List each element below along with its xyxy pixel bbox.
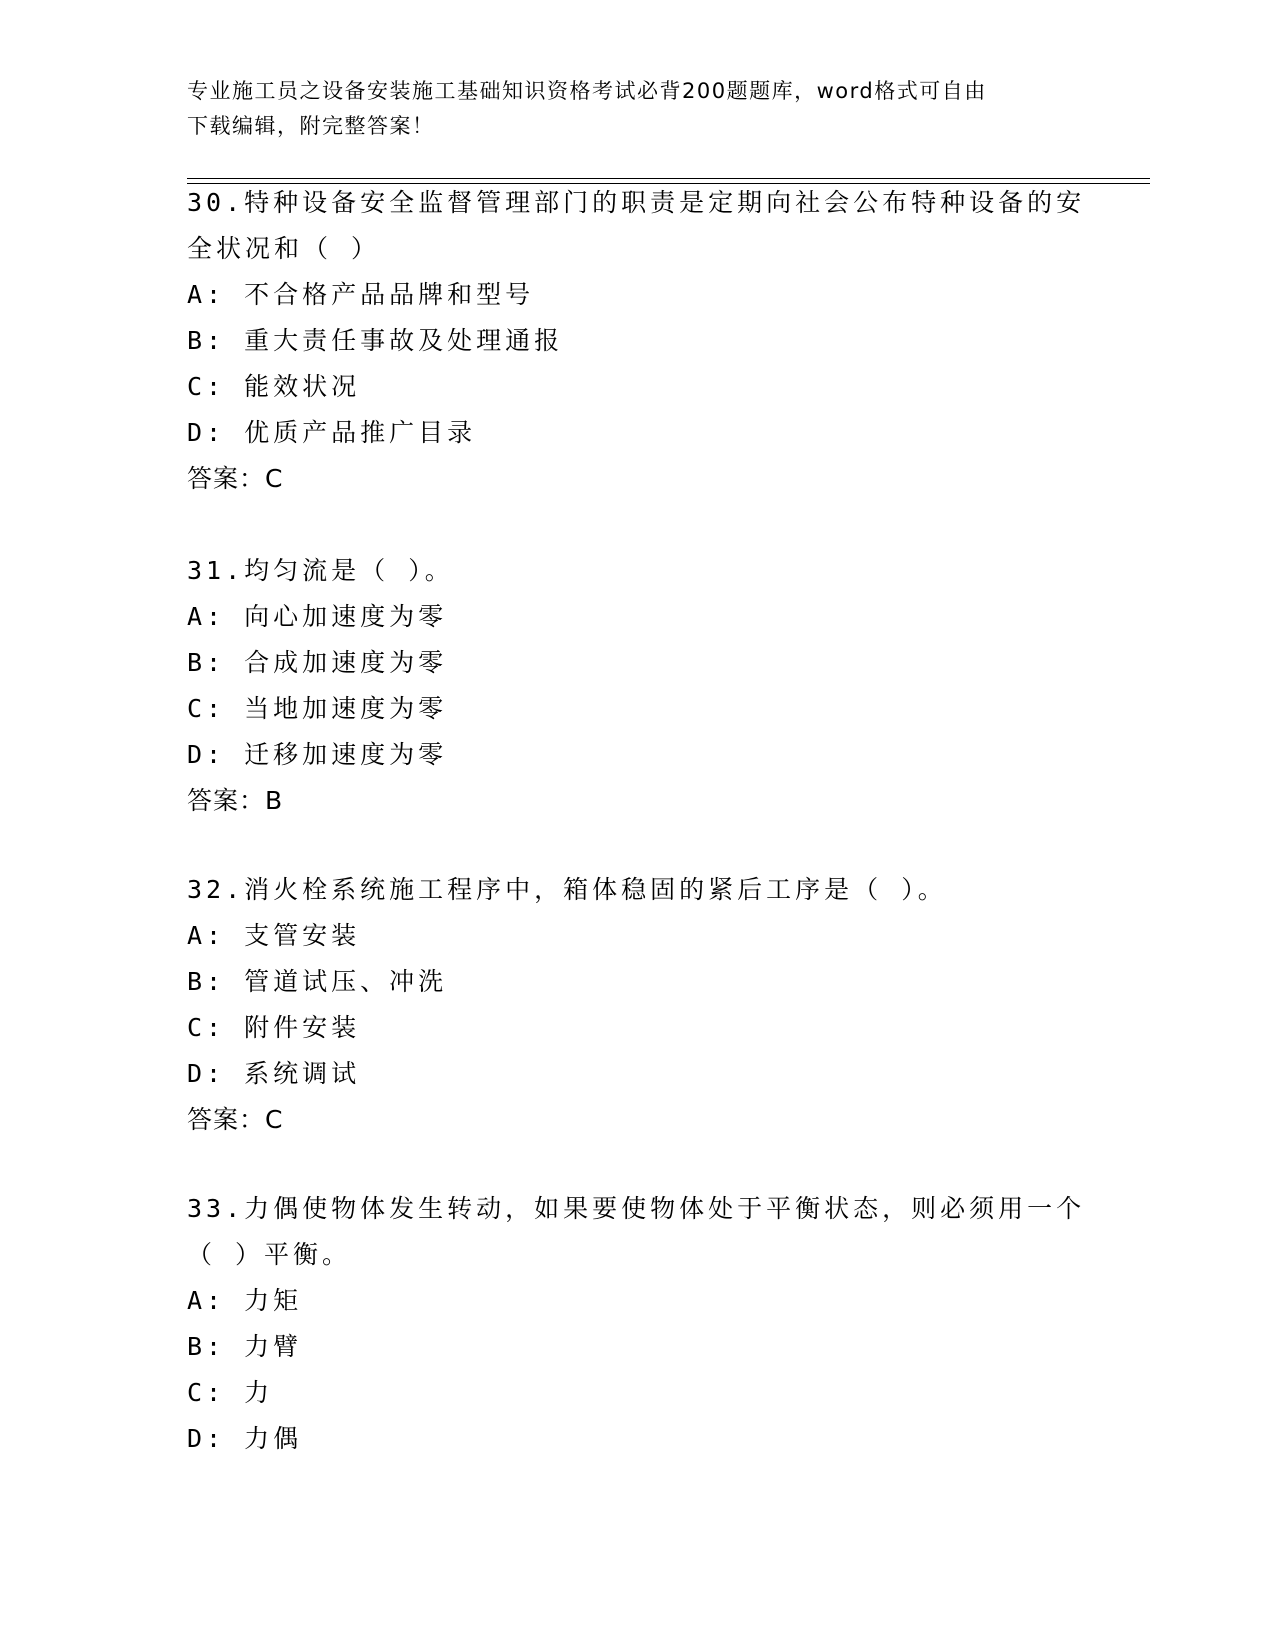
header-line-2: 下载编辑，附完整答案！ bbox=[187, 114, 435, 138]
option-b: B: 力臂 bbox=[187, 1332, 303, 1361]
question-stem: （ ）平衡。 bbox=[187, 1240, 352, 1269]
option-c: C: 力 bbox=[187, 1378, 274, 1407]
question-stem: 32.消火栓系统施工程序中，箱体稳固的紧后工序是（ ）。 bbox=[187, 875, 947, 904]
answer-text: 答案：C bbox=[187, 464, 284, 493]
option-b: B: 重大责任事故及处理通报 bbox=[187, 326, 564, 355]
option-c: C: 能效状况 bbox=[187, 372, 361, 401]
option-d: D: 迁移加速度为零 bbox=[187, 740, 448, 769]
option-b: B: 管道试压、冲洗 bbox=[187, 967, 448, 996]
question-stem: 30.特种设备安全监督管理部门的职责是定期向社会公布特种设备的安 bbox=[187, 188, 1086, 217]
question-stem: 31.均匀流是（ ）。 bbox=[187, 556, 454, 585]
document-header bbox=[187, 74, 1087, 144]
option-c: C: 附件安装 bbox=[187, 1013, 361, 1042]
question-stem: 33.力偶使物体发生转动，如果要使物体处于平衡状态，则必须用一个 bbox=[187, 1194, 1086, 1223]
answer-text: 答案：C bbox=[187, 1105, 284, 1134]
option-d: D: 优质产品推广目录 bbox=[187, 418, 477, 447]
question-32 bbox=[187, 867, 1087, 1143]
option-c: C: 当地加速度为零 bbox=[187, 694, 448, 723]
option-a: A: 支管安装 bbox=[187, 921, 361, 950]
option-b: B: 合成加速度为零 bbox=[187, 648, 448, 677]
option-d: D: 力偶 bbox=[187, 1424, 303, 1453]
answer-text: 答案：B bbox=[187, 786, 284, 815]
header-divider-top bbox=[187, 178, 1150, 179]
header-line-1: 专业施工员之设备安装施工基础知识资格考试必背200题题库，word格式可自由 bbox=[187, 79, 987, 103]
option-a: A: 不合格产品品牌和型号 bbox=[187, 280, 535, 309]
question-30 bbox=[187, 180, 1087, 502]
question-31 bbox=[187, 548, 1087, 824]
question-33 bbox=[187, 1186, 1087, 1462]
option-a: A: 力矩 bbox=[187, 1286, 303, 1315]
option-a: A: 向心加速度为零 bbox=[187, 602, 448, 631]
question-stem: 全状况和（ ） bbox=[187, 234, 381, 263]
option-d: D: 系统调试 bbox=[187, 1059, 361, 1088]
